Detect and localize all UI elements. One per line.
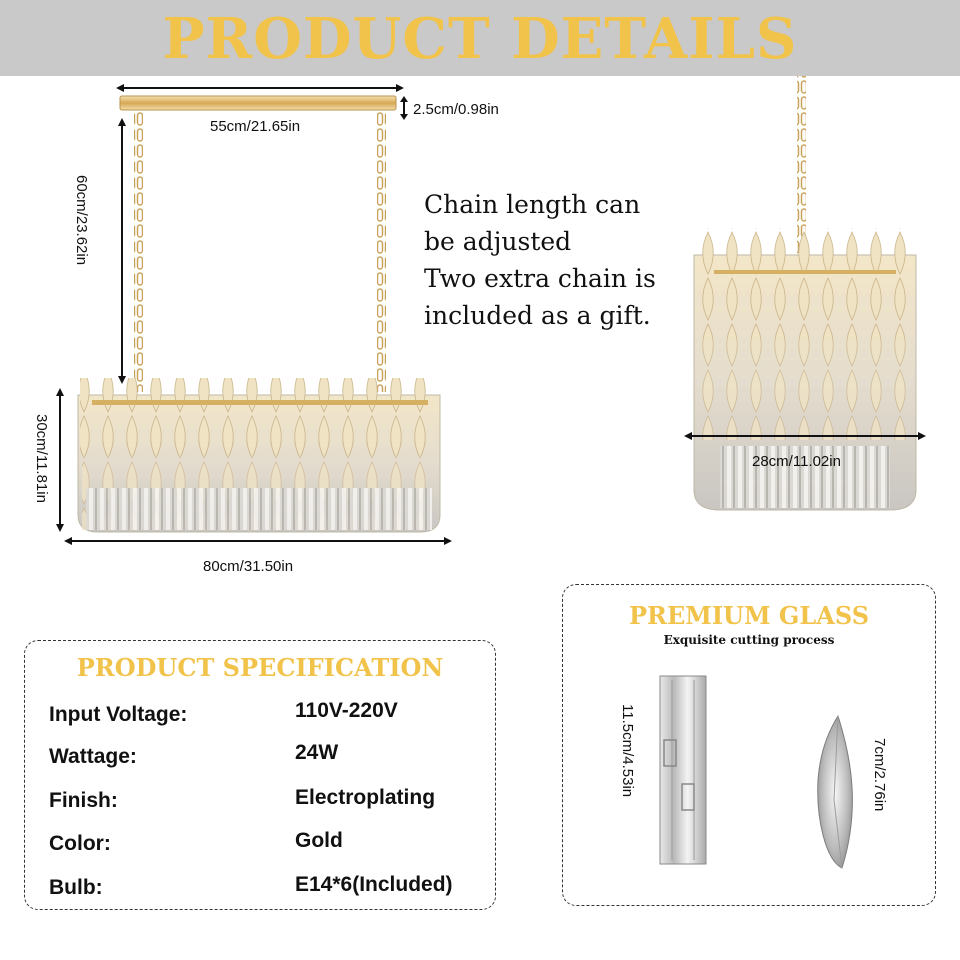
- spec-label-color: Color:: [49, 832, 111, 855]
- glass-title: PREMIUM GLASS: [628, 601, 870, 630]
- page-title: PRODUCT DETAILS: [162, 6, 798, 72]
- canopy-width-label: 55cm/21.65in: [210, 118, 301, 135]
- spec-value-color: Gold: [295, 829, 343, 852]
- chain-note-line: be adjusted: [424, 227, 572, 256]
- crystal-drop: [818, 716, 853, 868]
- chain-length-label: 60cm/23.62in: [73, 175, 90, 266]
- chain-note-line: Two extra chain is: [424, 264, 656, 293]
- chain-note-line: included as a gift.: [424, 301, 651, 330]
- spec-value-finish: Electroplating: [295, 786, 436, 809]
- specification-title: PRODUCT SPECIFICATION: [76, 653, 444, 682]
- spec-label-bulb: Bulb:: [49, 876, 103, 899]
- chain-note-line: Chain length can: [424, 190, 641, 219]
- spec-label-finish: Finish:: [49, 789, 118, 812]
- prism-length-label: 11.5cm/4.53in: [619, 704, 636, 798]
- canopy-height-label: 2.5cm/0.98in: [413, 101, 499, 118]
- crystal-prism: [660, 676, 706, 864]
- spec-value-bulb: E14*6(Included): [295, 873, 453, 896]
- spec-value-input-voltage: 110V-220V: [295, 699, 398, 722]
- glass-subtitle: Exquisite cutting process: [663, 633, 835, 647]
- spec-label-input-voltage: Input Voltage:: [49, 703, 188, 726]
- drop-length-label: 7cm/2.76in: [871, 738, 888, 812]
- spec-value-wattage: 24W: [295, 741, 339, 764]
- side-width-label: 28cm/11.02in: [752, 453, 841, 470]
- body-width-label: 80cm/31.50in: [203, 558, 294, 575]
- spec-label-wattage: Wattage:: [49, 745, 137, 768]
- body-height-label: 30cm/11.81in: [33, 414, 50, 503]
